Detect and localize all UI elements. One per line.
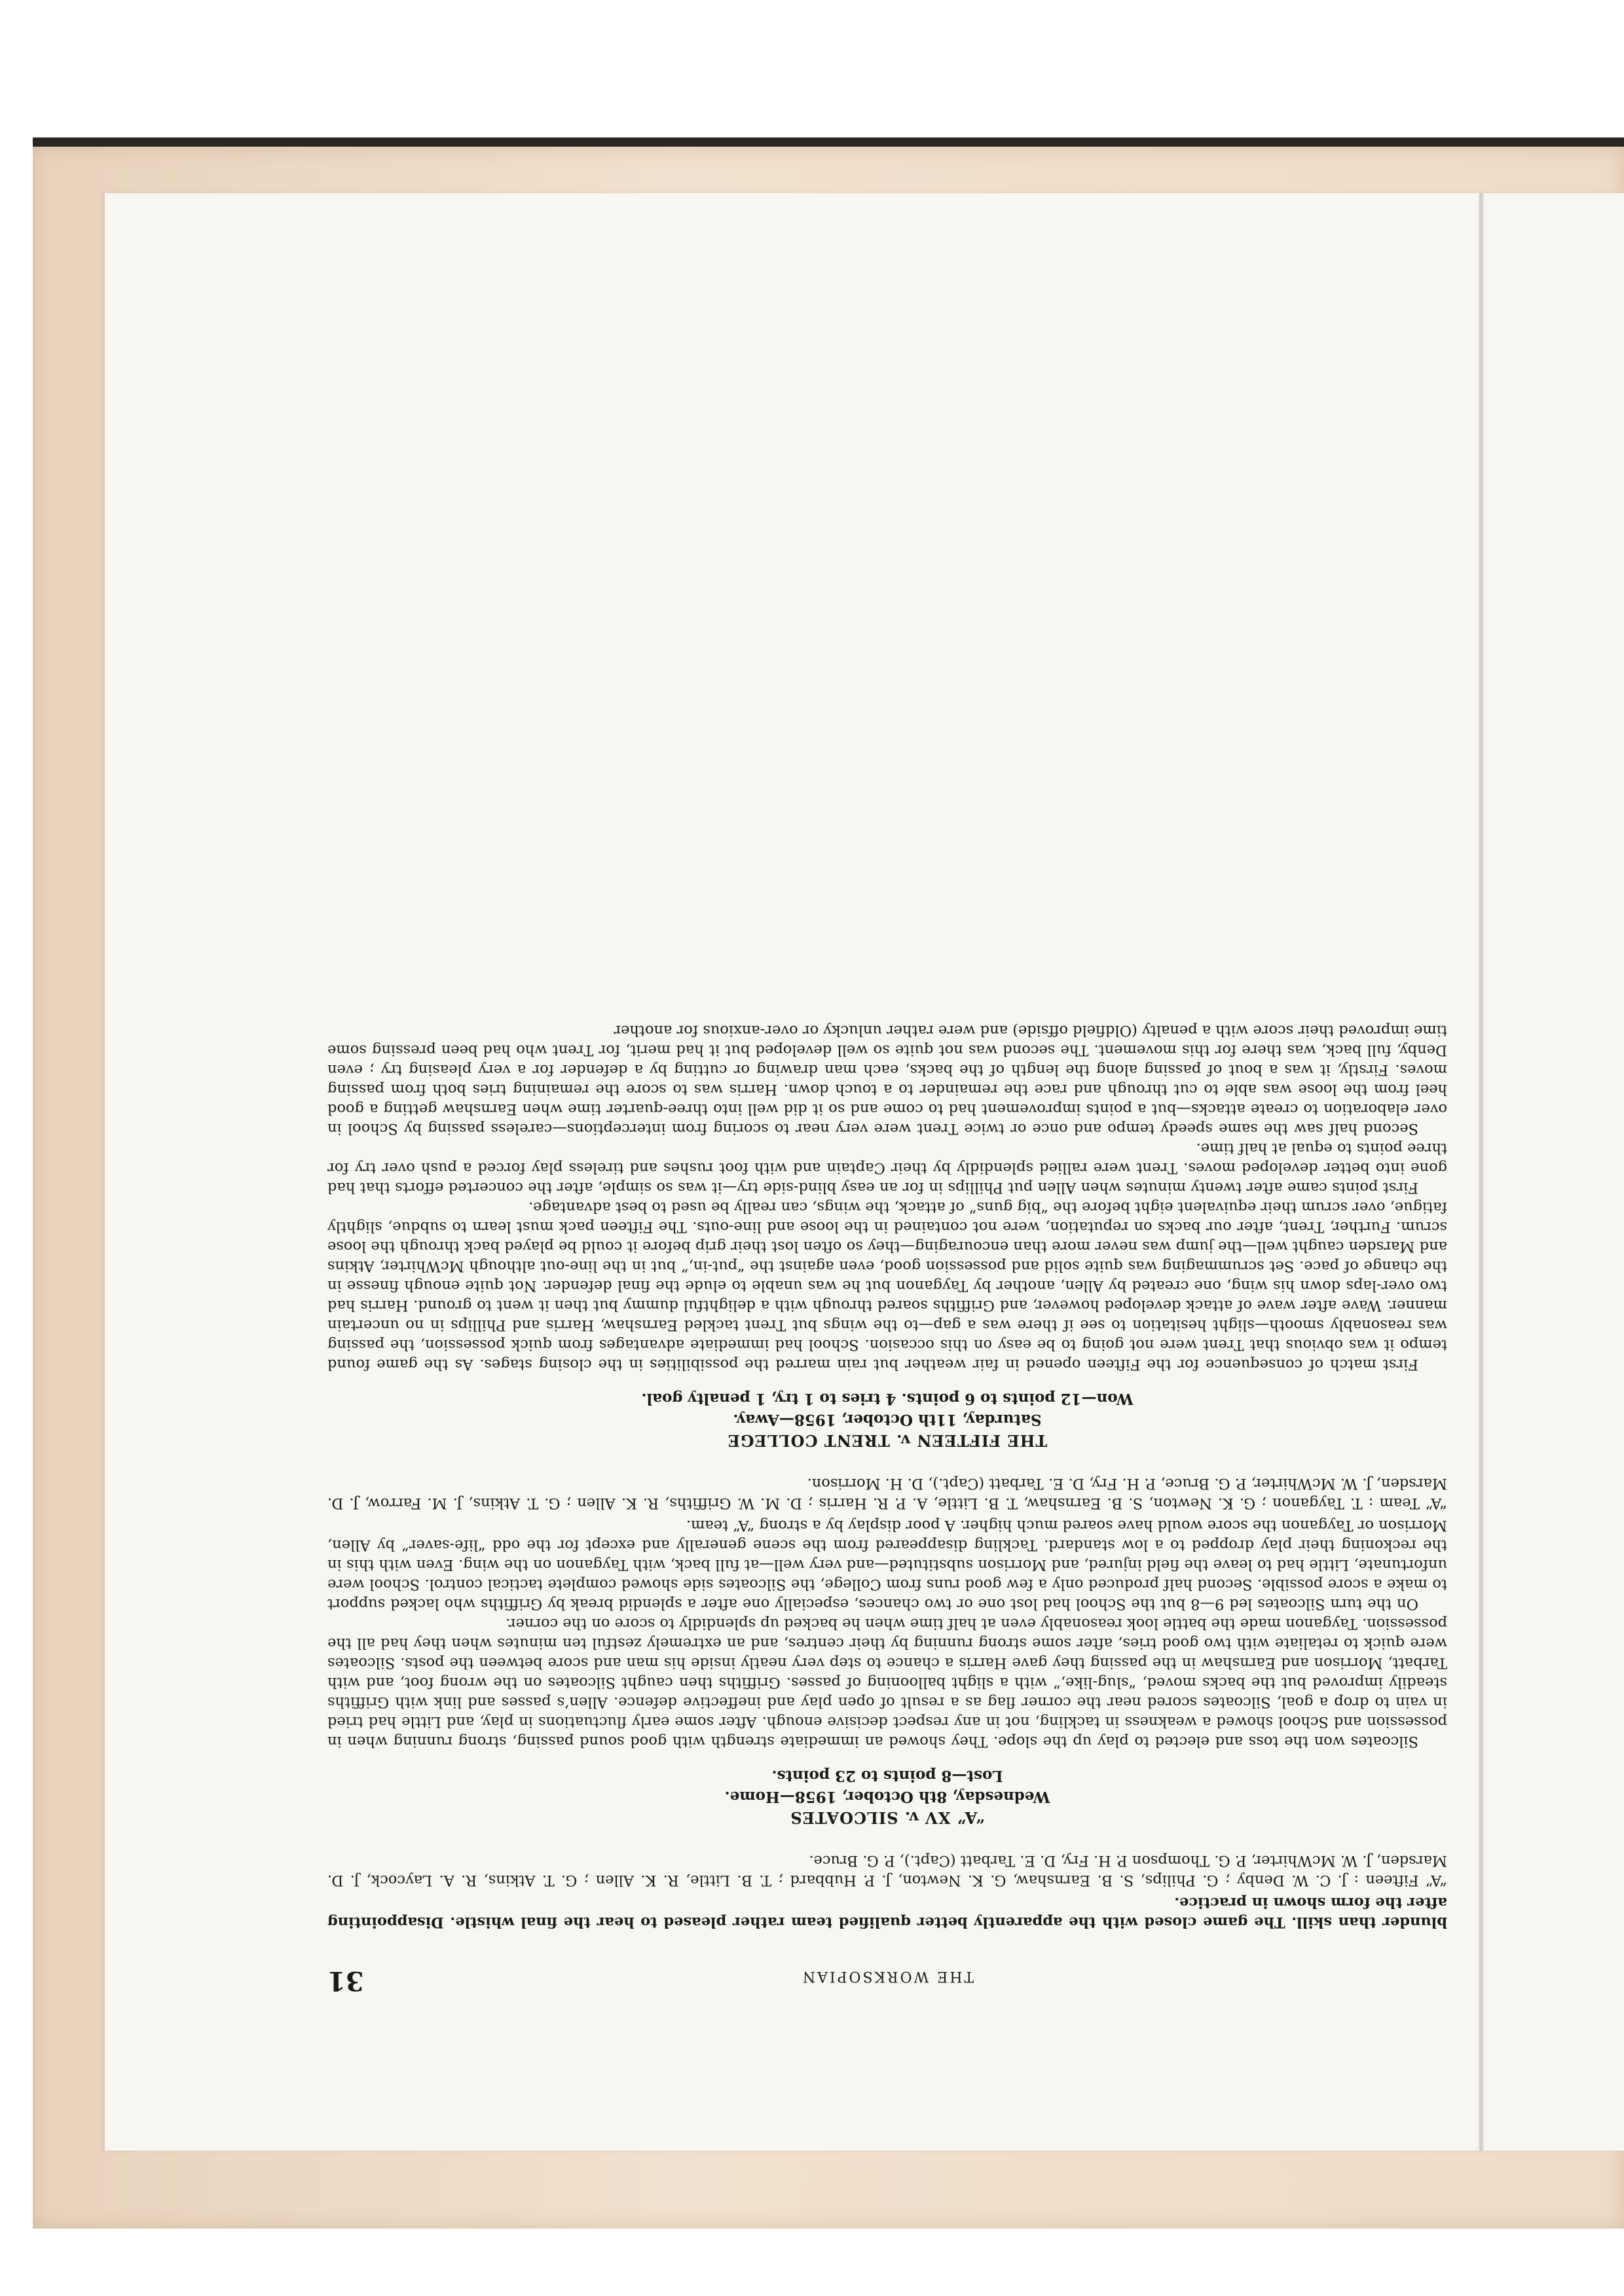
journal-title: THE WORKSOPIAN xyxy=(800,1968,974,1984)
match-title: “A” XV v. SILCOATES xyxy=(790,1808,985,1827)
match-title: THE FIFTEEN v. TRENT COLLEGE xyxy=(727,1431,1048,1450)
report-paragraph: On the turn Silcoates led 9—8 but the School had lost one or two chances, especially one after a splendid break by Griffiths who lacked support to make a score possible. Second half produced only a few good runs from College, the Silcoates side showed complete tactical control. School were unfortunate, Little had to leave the field injured, and Morrison substituted—and very well—at full back, with Tayganon on the wing. Even with this in the reckoning their play dropped to a low standard. Tackling disappeared from the scene generally and except for the odd “life-saver” by Allen, Morrison or Tayganon the score would have soared much higher. A poor display by a strong “A” team. xyxy=(327,1517,1447,1613)
fifteen-team-list: “A” Fifteen : J. C. W. Denby ; G. Philips, S. B. Earnshaw, G. K. Newton, J. P. Hubbard ; T. B. Little, R. K. Allen ; G. T. Atkins, R. A. Laycock, J. D. Marsden, J. W. McWhirter, P. G. Thompson P. H. Fry, D. E. Tarbatt (Capt.), P. G. Bruce. xyxy=(327,1852,1447,1889)
upside-down-text-block xyxy=(327,406,1447,1996)
match-result: Lost—8 points to 23 points. xyxy=(771,1767,1003,1785)
report-paragraph: Second half saw the same speedy tempo and once or twice Trent were very near to scoring from interceptions—careless passing by School in over elaboration to create attacks—but a points improvement had to come and so it did well into three-quarter time when Earnshaw getting a good heel from the loose was able to cut through and race the remainder to a touch down. Harris was to score the remaining tries both from passing moves. Firstly, it was a bout of passing along the length of the backs, each man drawing or cutting by a defender for a very pleasing try ; even Denby, full back, was there for this movement. The second was not quite so well developed but it had merit, for Trent who had been pressing some time improved their score with a penalty (Oldfield offside) and were rather unlucky or over-anxious for another xyxy=(327,1022,1447,1137)
team-list: “A” Team : T. Tayganon ; G. K. Newton, S. B. Earnshaw, T. B. Little, A. P. R. Harris ; D. M. W. Griffiths, R. K. Allen ; G. T. Atkins, J. M. Farrow, J. D. Marsden, J. W. McWhirter, P. G. Bruce, P. H. Fry, D. E. Tarbatt (Capt.), D. H. Morrison. xyxy=(327,1475,1447,1512)
page-number: 31 xyxy=(327,1965,364,1996)
match-date: Saturday, 11th October, 1958—Away. xyxy=(733,1411,1042,1429)
page-content xyxy=(327,1021,1447,1996)
running-head xyxy=(327,1965,1447,1996)
match-result: Won—12 points to 6 points. 4 tries to 1 try, 1 penalty goal. xyxy=(641,1390,1134,1408)
report-paragraph: First points came after twenty minutes when Allen put Phillips in for an easy blind-side try—it was so simple, after the concerted efforts that had gone into better developed moves. Trent were rallied splendidly by their Captain and with foot rushes and tireless play forced a push over try for three points to equal at half time. xyxy=(327,1140,1447,1196)
report-paragraph: Silcoates won the toss and elected to play up the slope. They showed an immediate strength with good sound passing, strong running when in possession and School showed a weakness in tackling, not in any respect decisive enough. After some early fluctuations in play, and Little had tried in vain to drop a goal, Silcoates scored near the corner flag as a result of open play and ineffective defence. Allen’s passes and link with Griffiths steadily improved but the backs moved, “slug-like,” with a slight ballooning of passes. Griffiths then caught Silcoates on the wrong foot, and with Tarbatt, Morrison and Earnshaw in the passing they gave Harris a chance to step very neatly inside his man and score between the posts. Silcoates were quick to retaliate with two good tries, after some strong running by their centres, and an extremely zestful ten minutes when they had all the possession. Tayganon made the battle look reasonably even at half time when he backed up splendidly to score on the corner. xyxy=(327,1615,1447,1750)
page-gutter xyxy=(1479,193,1484,2151)
match-report-silcoates xyxy=(327,1474,1447,1827)
match-report-trent-college xyxy=(327,1021,1447,1450)
report-paragraph: First match of consequence for the Fifteen opened in fair weather but rain marred the possibilities in the closing stages. As the game found tempo it was obvious that Trent were not going to be easy on this occasion. School had immediate advantages from quick possession, the passing was reasonably smooth—slight hesitation to see if there was a gap—to the wings but Trent tackled Earnshaw, Harris and Phillips in no uncertain manner. Wave after wave of attack developed however, and Griffiths soared through with a delightful dummy but then it went to ground. Harris had two over-laps down his wing, one created by Allen, another by Tayganon but he was unable to elude the final defender. Not quite enough finesse in the change of pace. Set scrummaging was quite solid and possession good, even against the “put-in,” but in the line-out although McWhirter, Atkins and Marsden caught well—the jump was never more than encouraging—they so often lost their grip before it could be played back through the loose scrum. Further, Trent, after our backs on reputation, were not contained in the loose and line-outs. The Fifteen pack must learn to subdue, slightly fatigue, over scrum their equivalent eight before the “big guns” of attack, the wings, can really be used to best advantage. xyxy=(327,1199,1447,1373)
opening-paragraph: blunder than skill. The game closed with the apparently better qualified team rather pleased to hear the final whistle. Disappointing after the form shown in practice. xyxy=(327,1894,1447,1931)
match-date: Wednesday, 8th October, 1958—Home. xyxy=(724,1788,1050,1806)
